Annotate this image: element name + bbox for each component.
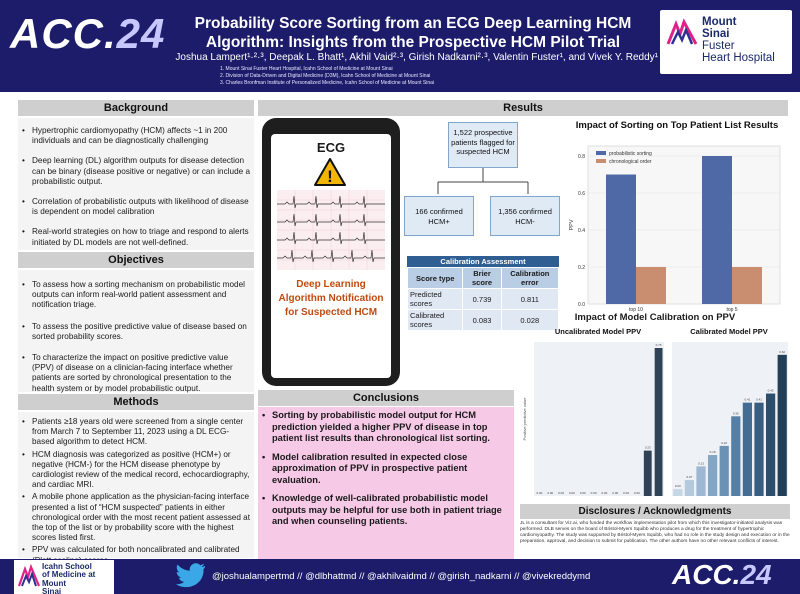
calibration-chart-supertitle: Impact of Model Calibration on PPV — [574, 312, 736, 323]
chart-title: Uncalibrated Model PPV — [554, 327, 642, 336]
data-label: 0.00 — [633, 491, 640, 495]
objectives-item: • To characterize the impact on positive predictive value (PPV) of disease on a clinician-facing interface whether patients are sorted by chronological presentation to the health system or by model probabilistic output. — [20, 353, 250, 394]
objectives-item: • To assess the positive predictive value of disease based on sorted probability scores. — [20, 322, 250, 342]
author-list: Joshua Lampert¹·²·³, Deepak L. Bhatt¹, Akhil Vaid²·³, Girish Nadkarni²·³, Valentin Fuster¹, and Vivek Y. Reddy¹ — [175, 52, 658, 63]
data-label: 0.45 — [767, 388, 774, 393]
data-label: 0.41 — [756, 397, 762, 402]
chart-title: Calibrated Model PPV — [690, 327, 768, 336]
bar — [673, 489, 682, 496]
table-cell: Calibrated scores — [408, 310, 463, 331]
conclusion-item: • Knowledge of well-calibrated probabilistic model outputs may be helpful for use both in patient triage and when counseling patients. — [260, 493, 508, 528]
table-cell: 0.739 — [463, 289, 501, 310]
table-cell: 0.811 — [501, 289, 558, 310]
affiliation-1: 1. Mount Sinai Fuster Heart Hospital, Icahn School of Medicine at Mount Sinai — [220, 66, 393, 72]
data-label: 0.62 — [779, 349, 786, 354]
data-label: 0.00 — [590, 491, 597, 495]
x-tick-label: top 5 — [726, 307, 738, 313]
conclusion-item: • Model calibration resulted in expected close approximation of PPV in prospective patient evaluation. — [260, 452, 508, 487]
bar — [708, 455, 717, 496]
calibrated-ppv-chart — [668, 324, 790, 502]
results-heading: Results — [258, 100, 788, 116]
logo-line: Fuster — [702, 40, 735, 52]
logo-line: of Medicine at — [42, 570, 96, 580]
acc24-footer-logo: ACC.24 — [672, 559, 772, 590]
uncalibrated-ppv-chart — [520, 324, 666, 502]
disclosures-text: JL is a consultant for Viz.ai, who funded the workflow implementation pilot from which this investigator-initiated analysis was performed. DLB serves on the board of Bristol-Myers Squibb who produces a drug for the treatment of hypertrophic cardiomyopathy. The study was supported by Bristol-Myers Squibb, who had no role in the study design and execution or in the preparation, approval, and decision to submit for publication. The other authors have no other relevant conflicts of interest. — [520, 521, 790, 544]
bar — [636, 267, 666, 304]
methods-heading: Methods — [18, 394, 254, 410]
y-tick-label: 0.2 — [578, 265, 585, 271]
y-axis-label: PPV — [569, 219, 575, 231]
legend-label: probabilistic sorting — [609, 151, 652, 157]
data-label: 0.22 — [721, 440, 728, 445]
background-heading: Background — [18, 100, 254, 116]
background-item: • Real-world strategies on how to triage and respond to alerts initiated by DL models are not well-defined. — [20, 227, 250, 247]
objectives-item: • To assess how a sorting mechanism on probabilistic model outputs can inform real-world patient assessment and notification triage. — [20, 280, 250, 311]
bar — [655, 348, 663, 496]
objectives-heading: Objectives — [18, 252, 254, 268]
y-tick-label: 0.4 — [578, 228, 585, 234]
methods-item: • A mobile phone application as the physician-facing interface presented a list of “HCM suspected” patients in either chronological order with the most recent patient assessed at the top of the list or by probability score with the highest scores listed first. — [20, 492, 250, 543]
ecg-trace-icon — [277, 190, 385, 270]
data-label: 0.23 — [644, 445, 651, 450]
data-label: 0.13 — [698, 461, 704, 466]
flow-box-flagged: 1,522 prospective patients flagged for suspected HCM — [448, 122, 518, 168]
background-item: • Deep learning (DL) algorithm outputs for disease detection can be binary (disease positive or negative) or can include a probabilistic output. — [20, 156, 250, 187]
bar — [696, 466, 705, 496]
methods-panel — [18, 412, 254, 558]
bar — [743, 403, 752, 496]
logo-line: Mount — [702, 16, 737, 28]
bar — [606, 175, 636, 305]
conclusions-panel — [258, 407, 514, 561]
data-label: 0.41 — [744, 397, 751, 402]
background-panel — [18, 118, 254, 250]
data-label: 0.35 — [732, 411, 739, 416]
twitter-icon — [176, 561, 206, 589]
bar — [720, 446, 729, 496]
data-label: 0.00 — [601, 491, 608, 495]
background-item: • Correlation of probabilistic outputs with likelihood of disease is dependent on model calibration — [20, 197, 250, 217]
warning-symbol: ! — [327, 167, 333, 186]
affiliation-3: 3. Charles Bronfman Institute of Personalized Medicine, Icahn School of Medicine at Mount Sinai — [220, 80, 435, 86]
mount-sinai-mark-icon — [666, 18, 698, 46]
legend-label: chronological order — [609, 159, 652, 165]
affiliation-2: 2. Division of Data-Driven and Digital Medicine (D3M), Icahn School of Medicine at Mount Sinai — [220, 73, 431, 79]
methods-item: • PPV was calculated for both noncalibrated and calibrated — [20, 545, 250, 565]
table-cell: 0.083 — [463, 310, 501, 331]
data-label: 0.00 — [623, 491, 630, 495]
bar — [702, 156, 732, 304]
y-tick-label: 0.6 — [578, 191, 585, 197]
y-tick-label: 0.0 — [578, 302, 585, 308]
data-label: 0.00 — [547, 491, 554, 495]
table-header: Score type — [408, 268, 463, 289]
acc24-logo: ACC.24 — [10, 10, 166, 57]
methods-item: • HCM diagnosis was categorized as positive (HCM+) or negative (HCM-) for the HCM disease phenotype by cardiologist review of the medical record, echocardiography, and cardiac MRI. — [20, 450, 250, 491]
table-header: Brier score — [463, 268, 501, 289]
disclosures-heading: Disclosures / Acknowledgments — [520, 504, 790, 519]
table-cell: Predicted scores — [408, 289, 463, 310]
poster-title: Probability Score Sorting from an ECG Deep Learning HCM Algorithm: Insights from the Prospective HCM Pilot Trial — [194, 15, 632, 51]
sorting-impact-chart — [566, 114, 788, 320]
bar — [731, 416, 740, 496]
data-label: 0.18 — [709, 450, 716, 455]
bar — [778, 355, 787, 496]
data-label: 0.07 — [686, 475, 693, 480]
logo-line: Sinai — [702, 28, 730, 40]
chart-title: Impact of Sorting on Top Patient List Results — [575, 120, 779, 131]
dl-notification-text: Deep Learning Algorithm Notification for Suspected HCM — [278, 279, 384, 318]
legend-swatch — [596, 159, 606, 163]
logo-line: Mount — [42, 578, 66, 588]
icahn-school-logo — [14, 560, 114, 594]
affiliations — [220, 66, 434, 87]
x-tick-label: top 10 — [629, 307, 643, 313]
logo-line: Icahn School — [42, 562, 92, 571]
warning-icon — [313, 157, 347, 187]
background-item: • Hypertrophic cardiomyopathy (HCM) affects ~1 in 200 individuals and can be diagnostically challenging — [20, 126, 250, 146]
table-cell: 0.028 — [501, 310, 558, 331]
data-label: 0.00 — [568, 491, 575, 495]
mount-sinai-mark-icon — [18, 564, 40, 588]
table-header: Calibration error — [501, 268, 558, 289]
flow-box-hcm-positive: 166 confirmed HCM+ — [404, 196, 474, 236]
logo-line: Heart Hospital — [702, 52, 775, 64]
bar — [766, 394, 775, 496]
bar — [754, 403, 763, 496]
data-label: 0.75 — [655, 343, 662, 347]
conclusions-heading: Conclusions — [258, 390, 514, 406]
data-label: 0.00 — [536, 491, 543, 495]
data-label: 0.00 — [579, 491, 586, 495]
data-label: 0.03 — [674, 484, 681, 489]
social-handles: @joshualampertmd // @dlbhattmd // @akhilvaidmd // @girish_nadkarni // @vivekreddymd — [212, 571, 591, 582]
mount-sinai-fuster-logo — [660, 10, 792, 74]
legend-swatch — [596, 151, 606, 155]
y-axis-label: Positive predictive value — [522, 397, 527, 441]
logo-line: Sinai — [42, 586, 62, 594]
ecg-label: ECG — [316, 140, 346, 155]
data-label: 0.00 — [612, 491, 619, 495]
y-tick-label: 0.8 — [578, 154, 585, 160]
objectives-panel — [18, 270, 254, 392]
bar — [685, 480, 694, 496]
bar — [644, 451, 652, 496]
bar — [732, 267, 762, 304]
calibration-title: Calibration Assessment — [407, 256, 559, 267]
conclusion-item: • Sorting by probabilistic model output for HCM prediction yielded a higher PPV of disease in top patient list results than chronological list sorting. — [260, 410, 508, 445]
flow-box-hcm-negative: 1,356 confirmed HCM- — [490, 196, 560, 236]
data-label: 0.00 — [558, 491, 565, 495]
methods-item: • Patients ≥18 years old were screened from a single center from March 7 to September 11, 2023 using a DL ECG-based algorithm to detect HCM. — [20, 417, 250, 448]
